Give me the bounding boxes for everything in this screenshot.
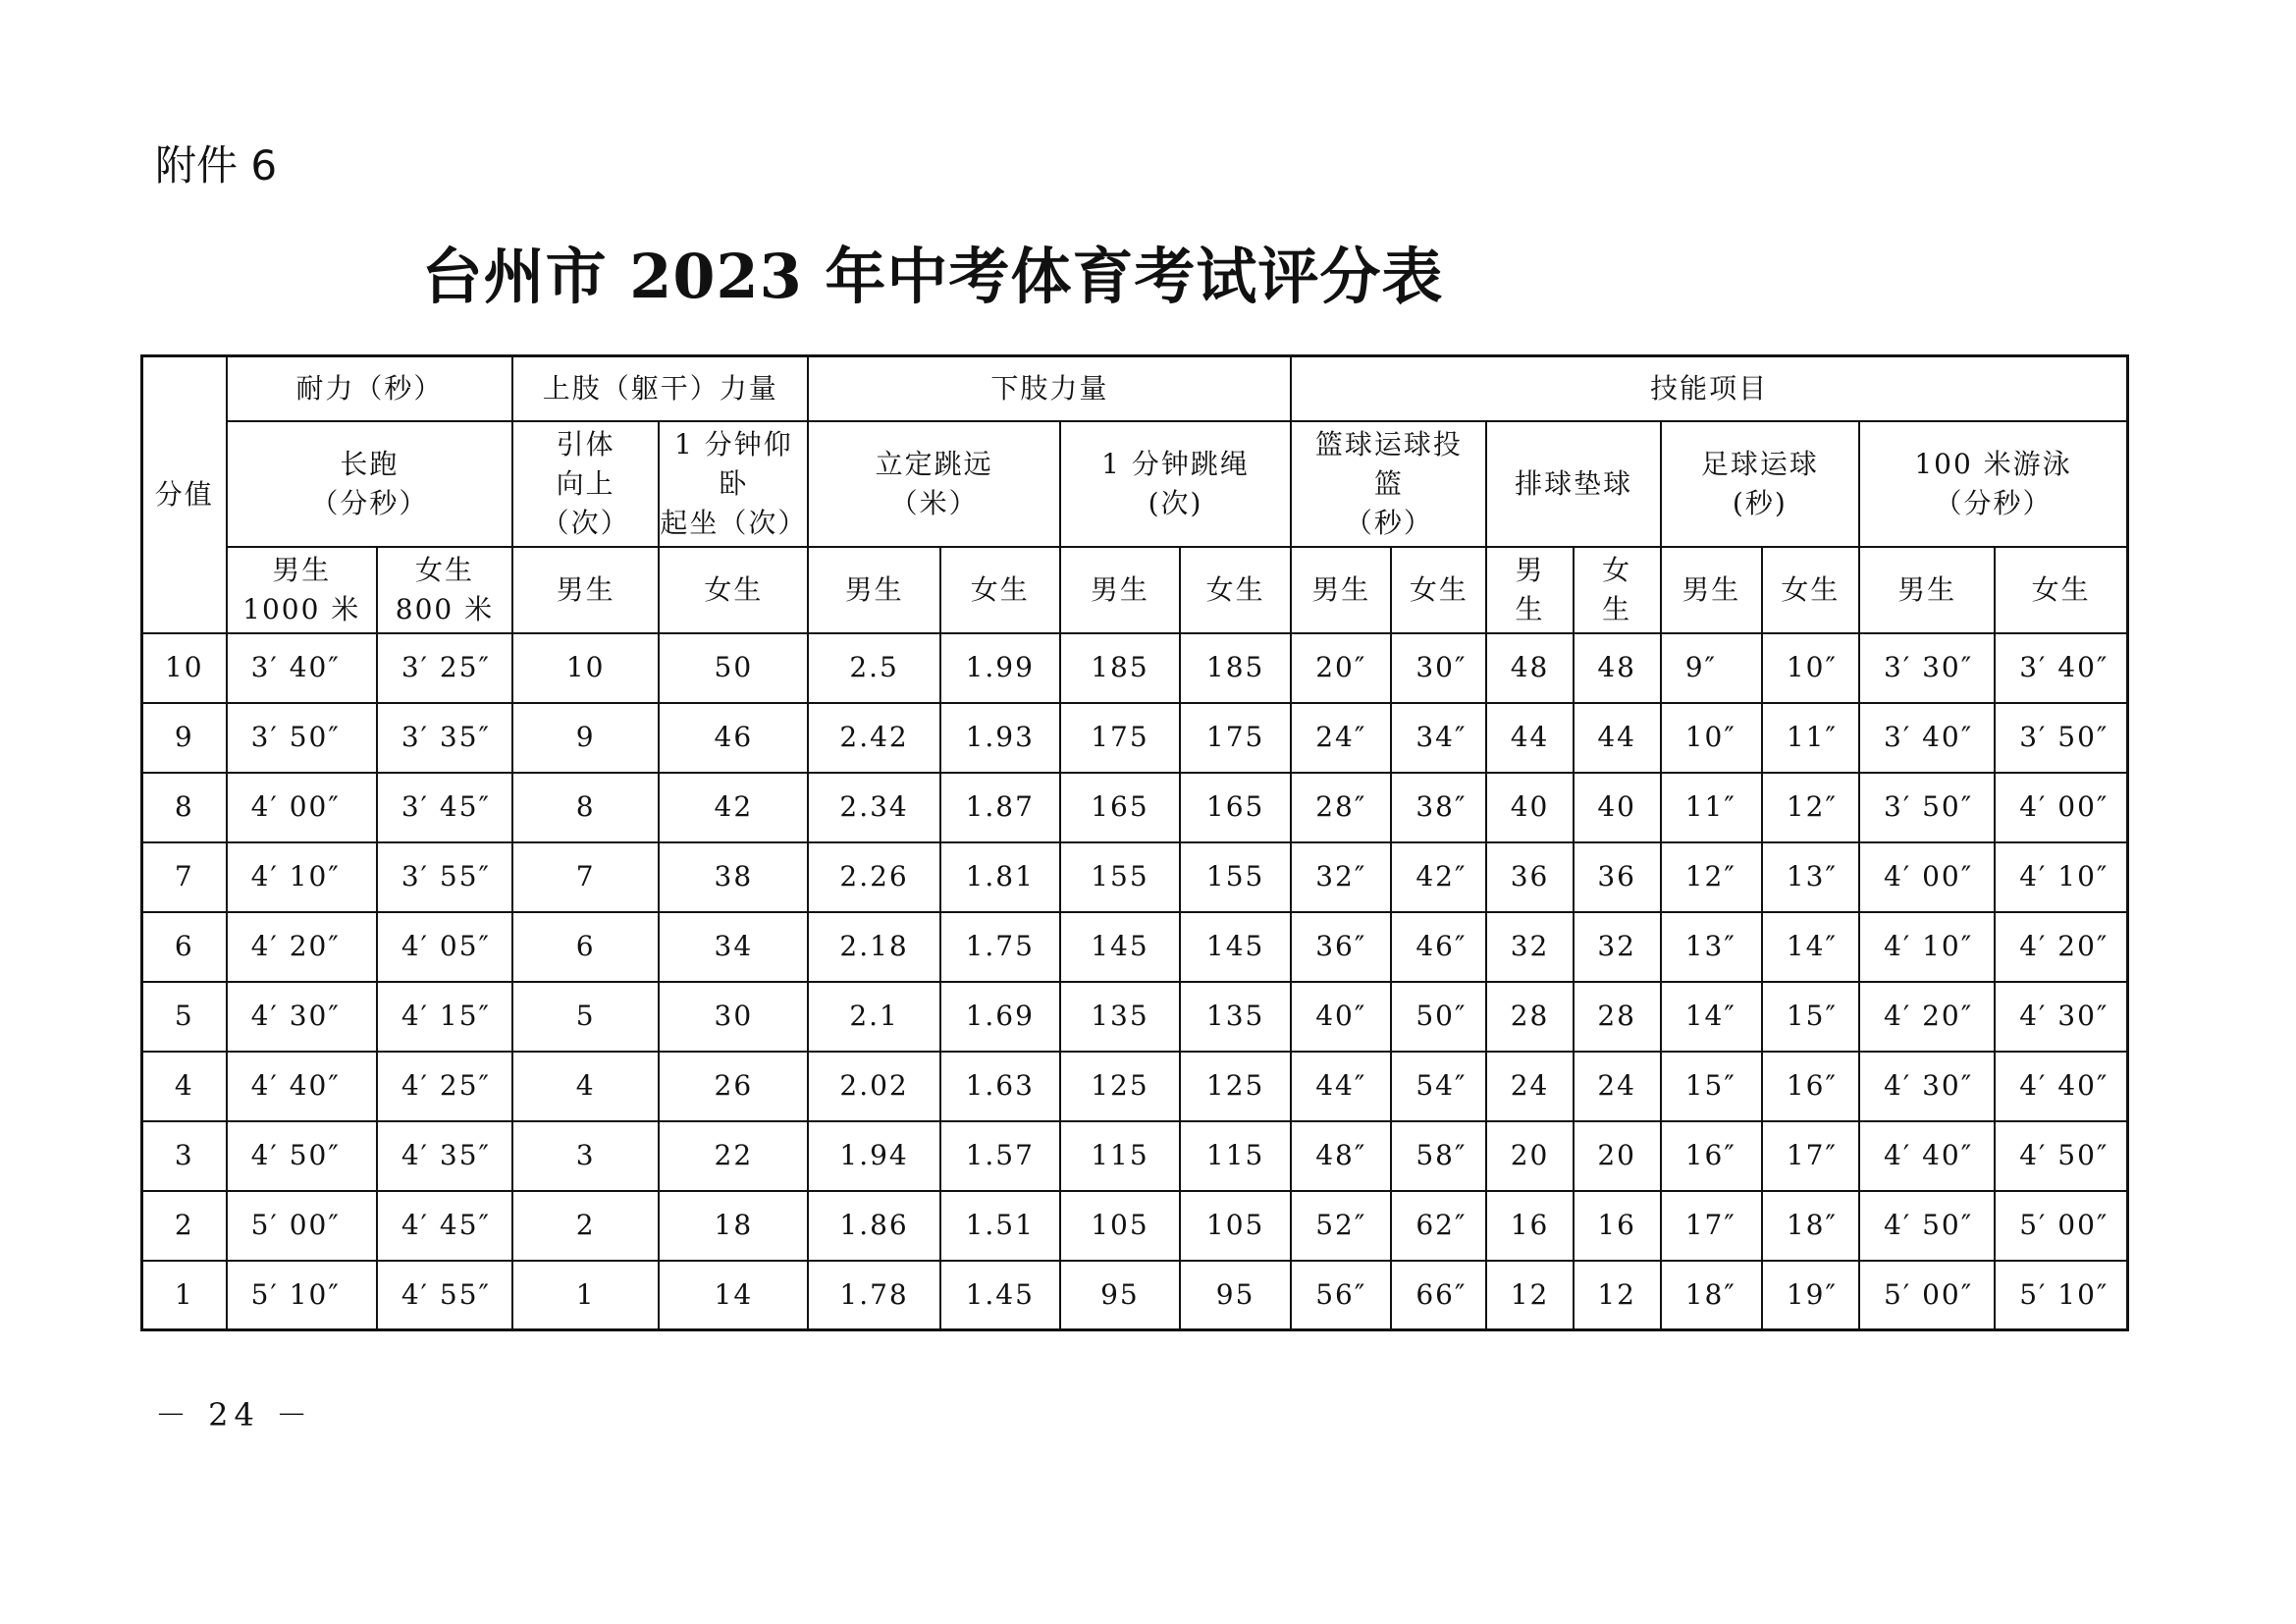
- group-upper-strength: 上肢（躯干）力量: [512, 356, 808, 421]
- cell-foot-f: 13″: [1762, 842, 1859, 912]
- cell-swim-m: 4′ 30″: [1859, 1052, 1995, 1121]
- header-row-groups: [142, 356, 2128, 421]
- cell-score: 2: [142, 1191, 227, 1261]
- score-table: [140, 354, 2129, 1331]
- cell-vol-m: 36: [1486, 842, 1573, 912]
- sub-male-1000: 男生 1000 米: [227, 547, 377, 633]
- cell-rope-m: 165: [1060, 773, 1180, 842]
- cell-run-m: 4′ 50″: [227, 1121, 377, 1191]
- cell-run-f: 4′ 15″: [377, 982, 512, 1052]
- cell-jump-m: 1.94: [808, 1121, 939, 1191]
- cell-run-f: 3′ 55″: [377, 842, 512, 912]
- cell-swim-m: 3′ 50″: [1859, 773, 1995, 842]
- cell-run-f: 4′ 25″: [377, 1052, 512, 1121]
- attachment-label: 附件 6: [155, 141, 278, 189]
- cell-run-m: 4′ 40″: [227, 1052, 377, 1121]
- cell-bask-m: 56″: [1291, 1261, 1391, 1330]
- cell-bask-m: 40″: [1291, 982, 1391, 1052]
- cell-swim-f: 4′ 40″: [1995, 1052, 2127, 1121]
- cell-foot-m: 18″: [1661, 1261, 1762, 1330]
- cell-foot-m: 14″: [1661, 982, 1762, 1052]
- cell-score: 8: [142, 773, 227, 842]
- cell-vol-m: 28: [1486, 982, 1573, 1052]
- cell-pullup: 8: [512, 773, 659, 842]
- cell-jump-m: 2.02: [808, 1052, 939, 1121]
- item-volleyball: 排球垫球: [1486, 421, 1660, 547]
- cell-jump-m: 1.78: [808, 1261, 939, 1330]
- cell-jump-f: 1.99: [940, 633, 1060, 703]
- cell-rope-f: 165: [1180, 773, 1291, 842]
- cell-run-f: 4′ 45″: [377, 1191, 512, 1261]
- cell-pullup: 9: [512, 703, 659, 773]
- item-basketball: 篮球运球投 篮 （秒）: [1291, 421, 1486, 547]
- item-long-run: 长跑 （分秒）: [227, 421, 512, 547]
- cell-rope-f: 115: [1180, 1121, 1291, 1191]
- cell-vol-m: 20: [1486, 1121, 1573, 1191]
- cell-jump-m: 2.26: [808, 842, 939, 912]
- item-rope-skip: 1 分钟跳绳 (次): [1060, 421, 1291, 547]
- item-swimming: 100 米游泳 （分秒）: [1859, 421, 2128, 547]
- cell-swim-f: 5′ 00″: [1995, 1191, 2127, 1261]
- cell-bask-m: 52″: [1291, 1191, 1391, 1261]
- cell-jump-m: 1.86: [808, 1191, 939, 1261]
- cell-situp: 18: [659, 1191, 808, 1261]
- cell-vol-f: 24: [1574, 1052, 1661, 1121]
- cell-situp: 34: [659, 912, 808, 982]
- group-lower-strength: 下肢力量: [808, 356, 1291, 421]
- cell-situp: 38: [659, 842, 808, 912]
- cell-score: 1: [142, 1261, 227, 1330]
- cell-vol-m: 16: [1486, 1191, 1573, 1261]
- cell-situp: 22: [659, 1121, 808, 1191]
- cell-run-m: 4′ 30″: [227, 982, 377, 1052]
- cell-situp: 14: [659, 1261, 808, 1330]
- cell-vol-f: 44: [1574, 703, 1661, 773]
- cell-pullup: 3: [512, 1121, 659, 1191]
- cell-rope-m: 175: [1060, 703, 1180, 773]
- cell-rope-m: 185: [1060, 633, 1180, 703]
- cell-swim-f: 4′ 50″: [1995, 1121, 2127, 1191]
- cell-score: 9: [142, 703, 227, 773]
- cell-jump-f: 1.81: [940, 842, 1060, 912]
- cell-bask-m: 32″: [1291, 842, 1391, 912]
- cell-bask-f: 62″: [1391, 1191, 1486, 1261]
- cell-rope-f: 155: [1180, 842, 1291, 912]
- cell-foot-m: 11″: [1661, 773, 1762, 842]
- cell-score: 3: [142, 1121, 227, 1191]
- cell-bask-f: 54″: [1391, 1052, 1486, 1121]
- cell-vol-m: 32: [1486, 912, 1573, 982]
- cell-swim-f: 3′ 50″: [1995, 703, 2127, 773]
- sub-female-vertical: 女 生: [1574, 547, 1661, 633]
- cell-foot-f: 14″: [1762, 912, 1859, 982]
- cell-rope-f: 175: [1180, 703, 1291, 773]
- sub-female: 女生: [1391, 547, 1486, 633]
- table-row: [142, 703, 2128, 773]
- cell-bask-f: 66″: [1391, 1261, 1486, 1330]
- cell-bask-m: 36″: [1291, 912, 1391, 982]
- cell-bask-m: 48″: [1291, 1121, 1391, 1191]
- cell-rope-m: 105: [1060, 1191, 1180, 1261]
- cell-vol-m: 40: [1486, 773, 1573, 842]
- cell-rope-m: 115: [1060, 1121, 1180, 1191]
- cell-run-m: 5′ 10″: [227, 1261, 377, 1330]
- cell-vol-f: 12: [1574, 1261, 1661, 1330]
- sub-male: 男生: [512, 547, 659, 633]
- cell-score: 5: [142, 982, 227, 1052]
- cell-swim-f: 4′ 30″: [1995, 982, 2127, 1052]
- cell-vol-f: 28: [1574, 982, 1661, 1052]
- cell-rope-f: 145: [1180, 912, 1291, 982]
- cell-foot-m: 16″: [1661, 1121, 1762, 1191]
- cell-bask-f: 46″: [1391, 912, 1486, 982]
- cell-run-m: 5′ 00″: [227, 1191, 377, 1261]
- cell-run-m: 3′ 50″: [227, 703, 377, 773]
- cell-foot-f: 17″: [1762, 1121, 1859, 1191]
- sub-female: 女生: [1180, 547, 1291, 633]
- cell-vol-m: 12: [1486, 1261, 1573, 1330]
- cell-foot-f: 18″: [1762, 1191, 1859, 1261]
- cell-jump-f: 1.63: [940, 1052, 1060, 1121]
- cell-swim-f: 4′ 20″: [1995, 912, 2127, 982]
- cell-jump-m: 2.5: [808, 633, 939, 703]
- cell-bask-f: 38″: [1391, 773, 1486, 842]
- page-number: － 24 －: [155, 1396, 314, 1434]
- cell-situp: 42: [659, 773, 808, 842]
- cell-run-m: 4′ 10″: [227, 842, 377, 912]
- cell-foot-f: 12″: [1762, 773, 1859, 842]
- cell-jump-m: 2.1: [808, 982, 939, 1052]
- table-row: [142, 1121, 2128, 1191]
- sub-male: 男生: [808, 547, 939, 633]
- header-row-gender: [142, 547, 2128, 633]
- cell-run-f: 4′ 05″: [377, 912, 512, 982]
- cell-pullup: 4: [512, 1052, 659, 1121]
- sub-male: 男生: [1060, 547, 1180, 633]
- cell-foot-m: 13″: [1661, 912, 1762, 982]
- item-pullup: 引体 向上 （次）: [512, 421, 659, 547]
- cell-swim-f: 4′ 00″: [1995, 773, 2127, 842]
- cell-situp: 30: [659, 982, 808, 1052]
- cell-pullup: 1: [512, 1261, 659, 1330]
- cell-jump-m: 2.18: [808, 912, 939, 982]
- cell-foot-m: 15″: [1661, 1052, 1762, 1121]
- sub-female: 女生: [1762, 547, 1859, 633]
- cell-run-m: 4′ 20″: [227, 912, 377, 982]
- group-skill: 技能项目: [1291, 356, 2127, 421]
- cell-vol-f: 20: [1574, 1121, 1661, 1191]
- cell-bask-f: 58″: [1391, 1121, 1486, 1191]
- cell-swim-m: 4′ 50″: [1859, 1191, 1995, 1261]
- cell-foot-f: 10″: [1762, 633, 1859, 703]
- cell-run-f: 3′ 35″: [377, 703, 512, 773]
- sub-female: 女生: [659, 547, 808, 633]
- cell-foot-f: 19″: [1762, 1261, 1859, 1330]
- cell-foot-f: 16″: [1762, 1052, 1859, 1121]
- cell-bask-m: 24″: [1291, 703, 1391, 773]
- cell-score: 6: [142, 912, 227, 982]
- cell-vol-m: 24: [1486, 1052, 1573, 1121]
- sub-male: 男生: [1661, 547, 1762, 633]
- cell-bask-m: 28″: [1291, 773, 1391, 842]
- cell-swim-m: 4′ 40″: [1859, 1121, 1995, 1191]
- cell-situp: 46: [659, 703, 808, 773]
- cell-bask-m: 20″: [1291, 633, 1391, 703]
- cell-score: 4: [142, 1052, 227, 1121]
- cell-vol-f: 16: [1574, 1191, 1661, 1261]
- cell-score: 10: [142, 633, 227, 703]
- sub-female: 女生: [1995, 547, 2127, 633]
- cell-vol-f: 48: [1574, 633, 1661, 703]
- cell-rope-f: 105: [1180, 1191, 1291, 1261]
- cell-pullup: 2: [512, 1191, 659, 1261]
- cell-rope-m: 125: [1060, 1052, 1180, 1121]
- cell-foot-f: 15″: [1762, 982, 1859, 1052]
- item-standing-jump: 立定跳远 （米）: [808, 421, 1059, 547]
- cell-swim-f: 5′ 10″: [1995, 1261, 2127, 1330]
- cell-foot-m: 9″: [1661, 633, 1762, 703]
- cell-rope-f: 185: [1180, 633, 1291, 703]
- cell-swim-m: 4′ 00″: [1859, 842, 1995, 912]
- sub-male: 男生: [1291, 547, 1391, 633]
- cell-foot-f: 11″: [1762, 703, 1859, 773]
- cell-jump-f: 1.45: [940, 1261, 1060, 1330]
- cell-rope-m: 95: [1060, 1261, 1180, 1330]
- cell-swim-m: 4′ 10″: [1859, 912, 1995, 982]
- cell-vol-f: 36: [1574, 842, 1661, 912]
- cell-score: 7: [142, 842, 227, 912]
- cell-swim-f: 4′ 10″: [1995, 842, 2127, 912]
- sub-male: 男生: [1859, 547, 1995, 633]
- cell-vol-m: 48: [1486, 633, 1573, 703]
- cell-bask-f: 42″: [1391, 842, 1486, 912]
- cell-run-f: 4′ 55″: [377, 1261, 512, 1330]
- cell-rope-m: 135: [1060, 982, 1180, 1052]
- cell-bask-m: 44″: [1291, 1052, 1391, 1121]
- table-row: [142, 842, 2128, 912]
- cell-run-f: 4′ 35″: [377, 1121, 512, 1191]
- cell-rope-f: 135: [1180, 982, 1291, 1052]
- table-row: [142, 912, 2128, 982]
- score-rows: [142, 633, 2128, 1330]
- table-row: [142, 1052, 2128, 1121]
- cell-foot-m: 10″: [1661, 703, 1762, 773]
- cell-jump-f: 1.87: [940, 773, 1060, 842]
- cell-jump-f: 1.51: [940, 1191, 1060, 1261]
- cell-run-f: 3′ 25″: [377, 633, 512, 703]
- group-endurance: 耐力（秒）: [227, 356, 512, 421]
- cell-run-m: 4′ 00″: [227, 773, 377, 842]
- cell-jump-f: 1.57: [940, 1121, 1060, 1191]
- table-row: [142, 982, 2128, 1052]
- header-row-items: [142, 421, 2128, 547]
- cell-situp: 50: [659, 633, 808, 703]
- cell-rope-f: 125: [1180, 1052, 1291, 1121]
- cell-bask-f: 50″: [1391, 982, 1486, 1052]
- cell-situp: 26: [659, 1052, 808, 1121]
- cell-jump-f: 1.93: [940, 703, 1060, 773]
- table-row: [142, 1261, 2128, 1330]
- cell-jump-f: 1.69: [940, 982, 1060, 1052]
- cell-pullup: 10: [512, 633, 659, 703]
- cell-run-f: 3′ 45″: [377, 773, 512, 842]
- cell-bask-f: 30″: [1391, 633, 1486, 703]
- cell-run-m: 3′ 40″: [227, 633, 377, 703]
- cell-bask-f: 34″: [1391, 703, 1486, 773]
- cell-pullup: 6: [512, 912, 659, 982]
- table-row: [142, 773, 2128, 842]
- cell-jump-m: 2.34: [808, 773, 939, 842]
- item-situp: 1 分钟仰 卧 起坐（次）: [659, 421, 808, 547]
- page-title: 台州市 2023 年中考体育考试评分表: [421, 241, 1444, 312]
- cell-rope-m: 145: [1060, 912, 1180, 982]
- sub-male-vertical: 男 生: [1486, 547, 1573, 633]
- sub-female-800: 女生 800 米: [377, 547, 512, 633]
- cell-vol-f: 40: [1574, 773, 1661, 842]
- cell-foot-m: 17″: [1661, 1191, 1762, 1261]
- score-header: 分值: [142, 356, 227, 633]
- cell-jump-f: 1.75: [940, 912, 1060, 982]
- table-row: [142, 633, 2128, 703]
- cell-swim-m: 5′ 00″: [1859, 1261, 1995, 1330]
- cell-swim-m: 3′ 40″: [1859, 703, 1995, 773]
- cell-pullup: 7: [512, 842, 659, 912]
- cell-foot-m: 12″: [1661, 842, 1762, 912]
- cell-vol-m: 44: [1486, 703, 1573, 773]
- cell-pullup: 5: [512, 982, 659, 1052]
- cell-rope-f: 95: [1180, 1261, 1291, 1330]
- cell-swim-f: 3′ 40″: [1995, 633, 2127, 703]
- item-football: 足球运球 (秒): [1661, 421, 1859, 547]
- cell-vol-f: 32: [1574, 912, 1661, 982]
- cell-rope-m: 155: [1060, 842, 1180, 912]
- sub-female: 女生: [940, 547, 1060, 633]
- cell-jump-m: 2.42: [808, 703, 939, 773]
- table-row: [142, 1191, 2128, 1261]
- cell-swim-m: 3′ 30″: [1859, 633, 1995, 703]
- cell-swim-m: 4′ 20″: [1859, 982, 1995, 1052]
